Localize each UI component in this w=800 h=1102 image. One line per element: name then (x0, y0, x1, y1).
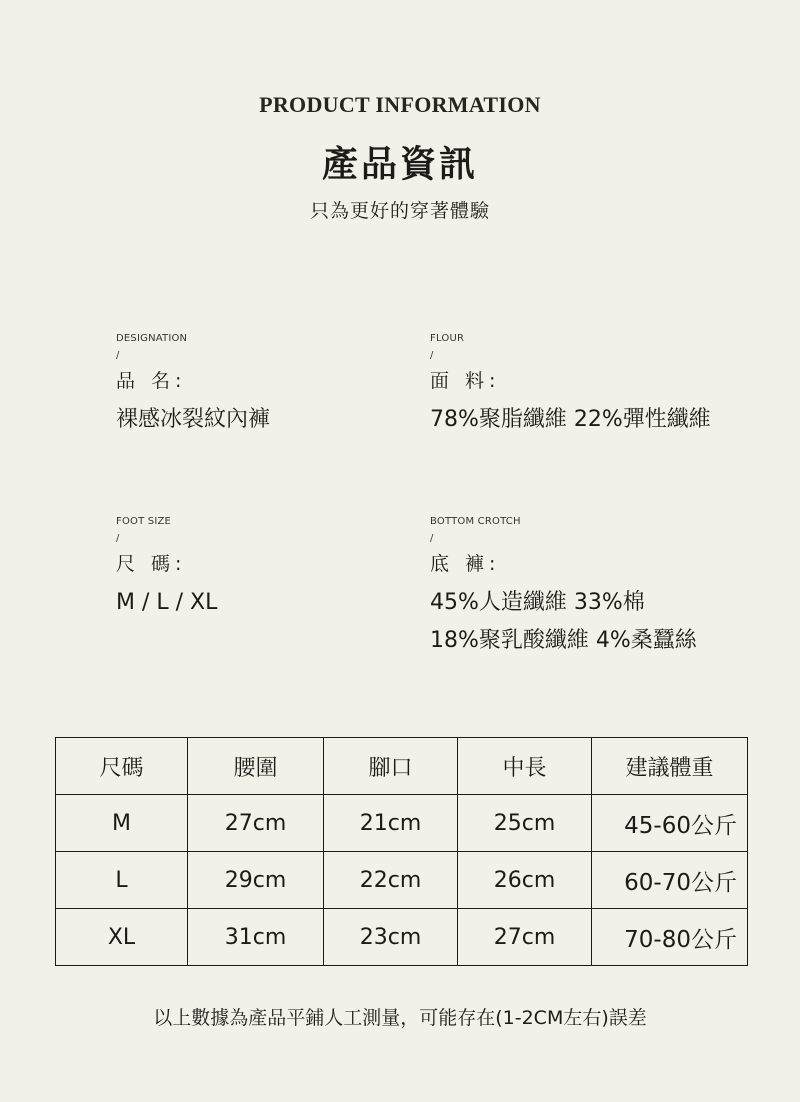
title-chinese: 產品資訊 (321, 144, 478, 185)
cell-weight: 60-70公斤 (592, 852, 748, 909)
table-row (56, 852, 748, 909)
bottom-crotch-slash: / (430, 533, 434, 544)
bottom-crotch-value-line2: 18%聚乳酸纖維 4%桑蠶絲 (430, 628, 697, 653)
header-leg-opening: 腳口 (324, 738, 458, 795)
bottom-crotch-block (430, 516, 697, 654)
header-recommended-weight: 建議體重 (592, 738, 748, 795)
cell-leg-opening: 22cm (324, 852, 458, 909)
subtitle: 只為更好的穿著體驗 (309, 200, 490, 222)
bottom-crotch-english-label: BOTTOM CROTCH (430, 516, 521, 527)
bottom-crotch-value-line1: 45%人造纖維 33%棉 (430, 590, 645, 615)
cell-weight: 70-80公斤 (592, 909, 748, 966)
cell-waist: 27cm (188, 795, 324, 852)
flour-value: 78%聚脂纖維 22%彈性纖維 (430, 407, 711, 432)
designation-english-label: DESIGNATION (116, 333, 188, 344)
cell-leg-opening: 21cm (324, 795, 458, 852)
header-size: 尺碼 (56, 738, 188, 795)
foot-size-value: M / L / XL (116, 590, 218, 615)
cell-weight: 45-60公斤 (592, 795, 748, 852)
designation-value: 裸感冰裂紋內褲 (116, 407, 271, 432)
bottom-crotch-label: 底 褲: (430, 553, 501, 575)
table-row (56, 909, 748, 966)
flour-slash: / (430, 350, 434, 361)
foot-size-block (116, 516, 217, 616)
cell-length: 27cm (458, 909, 592, 966)
designation-block (116, 333, 270, 433)
foot-size-label: 尺 碼: (116, 553, 187, 575)
footnote: 以上數據為產品平鋪人工測量，可能存在(1-2CM左右)誤差 (153, 1007, 647, 1029)
cell-waist: 29cm (188, 852, 324, 909)
flour-english-label: FLOUR (430, 333, 465, 344)
foot-size-english-label: FOOT SIZE (116, 516, 172, 527)
header-length: 中長 (458, 738, 592, 795)
cell-leg-opening: 23cm (324, 909, 458, 966)
size-table (55, 737, 748, 966)
title-english: PRODUCT INFORMATION (259, 92, 541, 117)
cell-size: L (56, 852, 188, 909)
flour-label: 面 料: (430, 370, 501, 392)
foot-size-slash: / (116, 533, 120, 544)
cell-waist: 31cm (188, 909, 324, 966)
cell-length: 26cm (458, 852, 592, 909)
table-row (56, 795, 748, 852)
designation-label: 品 名: (116, 370, 187, 392)
cell-size: M (56, 795, 188, 852)
flour-block (430, 333, 711, 433)
table-header-row (56, 738, 748, 795)
designation-slash: / (116, 350, 120, 361)
header-waist: 腰圍 (188, 738, 324, 795)
cell-length: 25cm (458, 795, 592, 852)
cell-size: XL (56, 909, 188, 966)
